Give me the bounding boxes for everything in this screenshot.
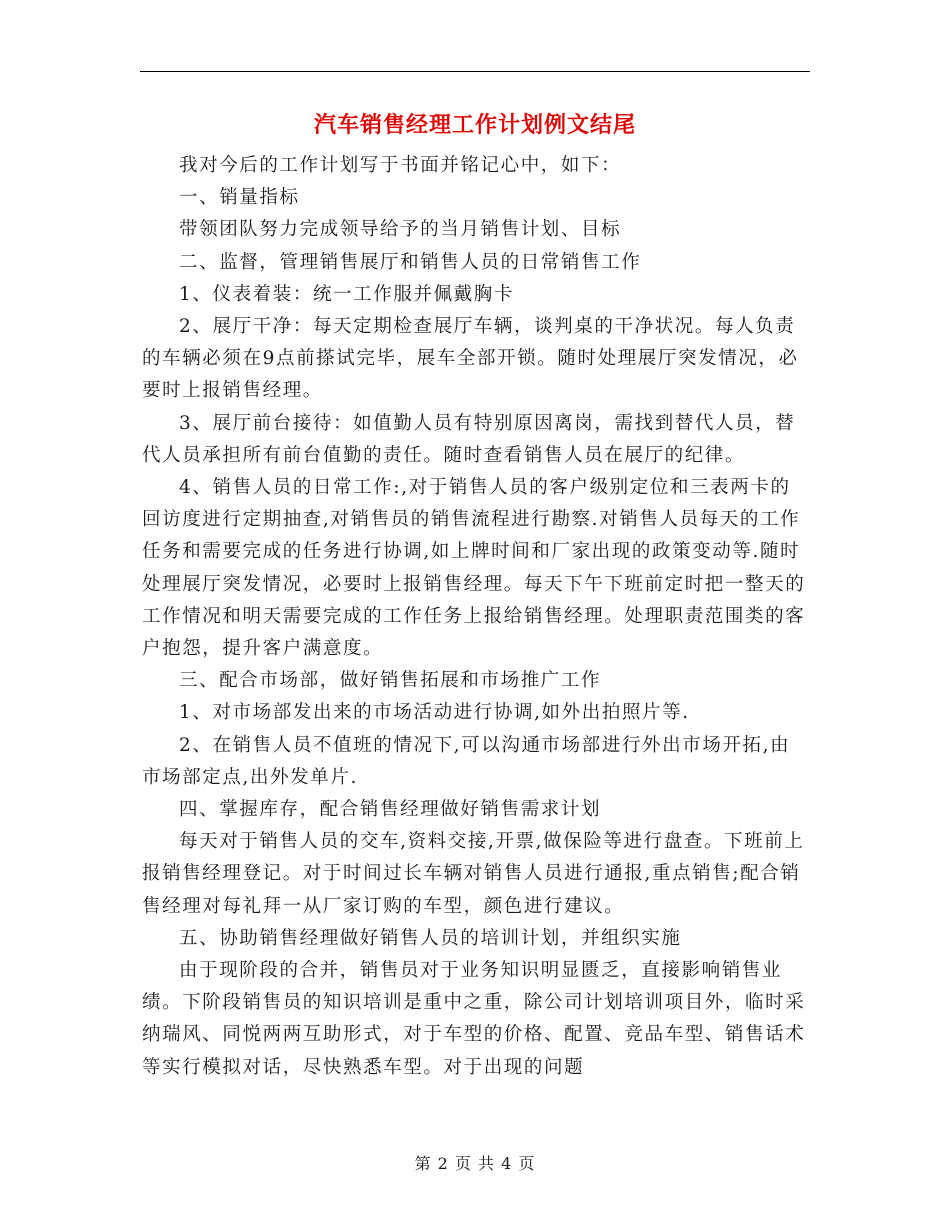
paragraph: 1、对市场部发出来的市场活动进行协调,如外出拍照片等. (179, 702, 690, 724)
header-rule (140, 71, 810, 72)
paragraph: 一、销量指标 (179, 187, 300, 209)
paragraph: 二、监督，管理销售展厅和销售人员的日常销售工作 (179, 251, 642, 273)
page-number-footer: 第 2 页 共 4 页 (414, 1154, 536, 1173)
paragraph: 2、展厅干净：每天定期检查展厅车辆，谈判桌的干净状况。每人负责的车辆必须在9点前搽试完毕，展车全部开锁。随时处理展厅突发情况，必要时上报销售经理。 (142, 316, 799, 402)
paragraph: 由于现阶段的合并，销售员对于业务知识明显匮乏，直接影响销售业绩。下阶段销售员的知识培训是重中之重，除公司计划培训项目外，临时采纳瑞风、同悦两两互助形式，对于车型的价格、配置、竞品车型、销售话术等实行模拟对话，尽快熟悉车型。对于出现的问题 (142, 960, 806, 1078)
paragraph: 2、在销售人员不值班的情况下,可以沟通市场部进行外出市场开拓,由市场部定点,出外发单片. (142, 734, 791, 788)
paragraph: 3、展厅前台接待：如值勤人员有特别原因离岗，需找到替代人员，替代人员承担所有前台值勤的责任。随时查看销售人员在展厅的纪律。 (142, 412, 796, 466)
paragraph: 四、掌握库存，配合销售经理做好销售需求计划 (179, 799, 602, 821)
page-title: 汽车销售经理工作计划例文结尾 (313, 112, 636, 138)
paragraph: 4、销售人员的日常工作:,对于销售人员的客户级别定位和三表两卡的回访度进行定期抽查,对销售员的销售流程进行勘察.对销售人员每天的工作任务和需要完成的任务进行协调,如上牌时间和厂家出现的政策变动等.随时处理展厅突发情况，必要时上报销售经理。每天下午下班前定时把一整天的工作情况和明天需要完成的工作任务上报给销售经理。处理职责范围类的客户抱怨，提升客户满意度。 (142, 477, 806, 660)
paragraph: 我对今后的工作计划写于书面并铭记心中，如下： (179, 155, 622, 176)
paragraph: 每天对于销售人员的交车,资料交接,开票,做保险等进行盘查。下班前上报销售经理登记。对于时间过长车辆对销售人员进行通报,重点销售;配合销售经理对每礼拜一从厂家订购的车型，颜色进行建议。 (142, 831, 805, 917)
paragraph: 带领团队努力完成领导给予的当月销售计划、目标 (179, 219, 622, 241)
paragraph: 五、协助销售经理做好销售人员的培训计划，并组织实施 (179, 927, 682, 949)
paragraph: 1、仪表着装：统一工作服并佩戴胸卡 (179, 283, 514, 305)
body-text (142, 150, 808, 1084)
paragraph: 三、配合市场部，做好销售拓展和市场推广工作 (179, 670, 602, 692)
